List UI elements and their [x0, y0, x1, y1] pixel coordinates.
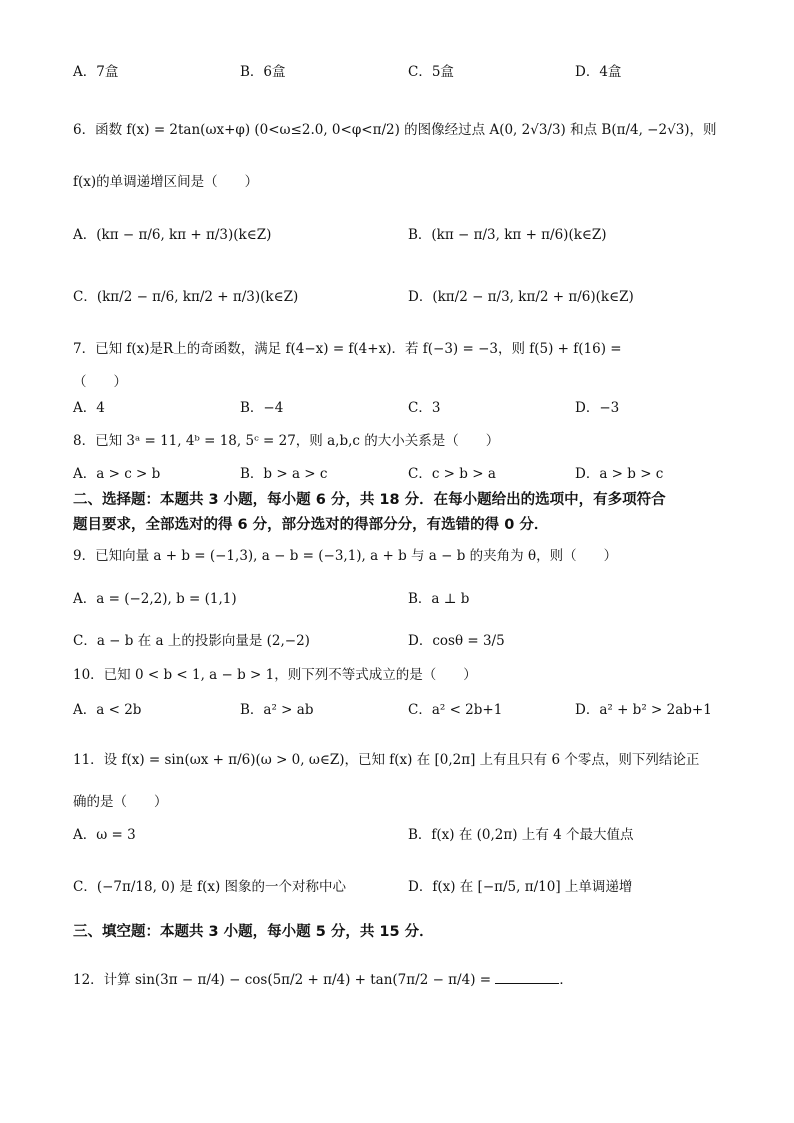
q12-stem: [73, 969, 573, 990]
q11-option-b: B．f(x) 在 (0,2π) 上有 4 个最大值点: [408, 827, 634, 843]
q5-option-b: B．6盒: [240, 64, 286, 80]
q8-option-a: A．a > c > b: [73, 466, 161, 482]
q6-option-c: C．(kπ/2 − π/6, kπ/2 + π/3)(k∈Z): [73, 289, 299, 305]
q11-option-d: D．f(x) 在 [−π/5, π/10] 上单调递增: [408, 879, 633, 895]
q10-option-d: D．a² + b² > 2ab+1: [575, 702, 712, 718]
section2-heading-cont: 题目要求，全部选对的得 6 分，部分选对的得部分分，有选错的得 0 分．: [73, 517, 549, 533]
q8-option-b: B．b > a > c: [240, 466, 328, 482]
q12-answer-blank: [495, 969, 559, 984]
q7-option-a: A．4: [73, 400, 105, 416]
q5-option-a: A．7盒: [73, 64, 119, 80]
q7-option-c: C．3: [408, 400, 441, 416]
q7-option-b: B．−4: [240, 400, 284, 416]
q10-stem: 10．已知 0 < b < 1, a − b > 1，则下列不等式成立的是（ ）: [73, 667, 477, 683]
q9-option-d: D．cosθ = 3/5: [408, 633, 505, 649]
q10-option-b: B．a² > ab: [240, 702, 314, 718]
q7-stem: 7．已知 f(x)是R上的奇函数，满足 f(4−x) = f(4+x)．若 f(−3) = −3，则 f(5) + f(16) =: [73, 341, 622, 357]
q5-option-d: D．4盒: [575, 64, 622, 80]
q12-expression: 12．计算 sin(3π − π/4) − cos(5π/2 + π/4) + tan(7π/2 − π/4) =: [73, 972, 492, 988]
q6-stem-cont: f(x)的单调递增区间是（ ）: [73, 174, 259, 190]
q11-option-a: A．ω = 3: [73, 827, 136, 843]
q9-option-b: B．a ⊥ b: [408, 591, 470, 607]
q10-option-a: A．a < 2b: [73, 702, 142, 718]
q8-stem: 8．已知 3ᵃ = 11, 4ᵇ = 18, 5ᶜ = 27，则 a,b,c 的大小关系是（ ）: [73, 433, 500, 449]
q7-stem-cont: （ ）: [73, 374, 127, 390]
q6-option-d: D．(kπ/2 − π/3, kπ/2 + π/6)(k∈Z): [408, 289, 634, 305]
q8-option-c: C．c > b > a: [408, 466, 496, 482]
q9-stem: 9．已知向量 a + b = (−1,3), a − b = (−3,1), a + b 与 a − b 的夹角为 θ，则（ ）: [73, 548, 618, 564]
q6-stem: 6．函数 f(x) = 2tan(ωx+φ) (0<ω≤2.0, 0<φ<π/2) 的图像经过点 A(0, 2√3/3) 和点 B(π/4, −2√3)，则: [73, 122, 717, 138]
section3-heading: 三、填空题：本题共 3 小题，每小题 5 分，共 15 分．: [73, 924, 434, 940]
q11-option-c: C．(−7π/18, 0) 是 f(x) 图象的一个对称中心: [73, 879, 347, 895]
q12-period: ．: [559, 972, 573, 988]
q11-stem: 11．设 f(x) = sin(ωx + π/6)(ω > 0, ω∈Z)，已知 f(x) 在 [0,2π] 上有且只有 6 个零点，则下列结论正: [73, 752, 700, 768]
q11-stem-cont: 确的是（ ）: [73, 794, 168, 810]
q8-option-d: D．a > b > c: [575, 466, 664, 482]
q6-option-b: B．(kπ − π/3, kπ + π/6)(k∈Z): [408, 227, 607, 243]
q6-option-a: A．(kπ − π/6, kπ + π/3)(k∈Z): [73, 227, 272, 243]
q10-option-c: C．a² < 2b+1: [408, 702, 503, 718]
q5-option-c: C．5盒: [408, 64, 454, 80]
q7-option-d: D．−3: [575, 400, 620, 416]
section2-heading: 二、选择题：本题共 3 小题，每小题 6 分，共 18 分．在每小题给出的选项中，有多项符合: [73, 492, 666, 508]
q9-option-a: A．a = (−2,2), b = (1,1): [73, 591, 237, 607]
q9-option-c: C．a − b 在 a 上的投影向量是 (2,−2): [73, 633, 310, 649]
